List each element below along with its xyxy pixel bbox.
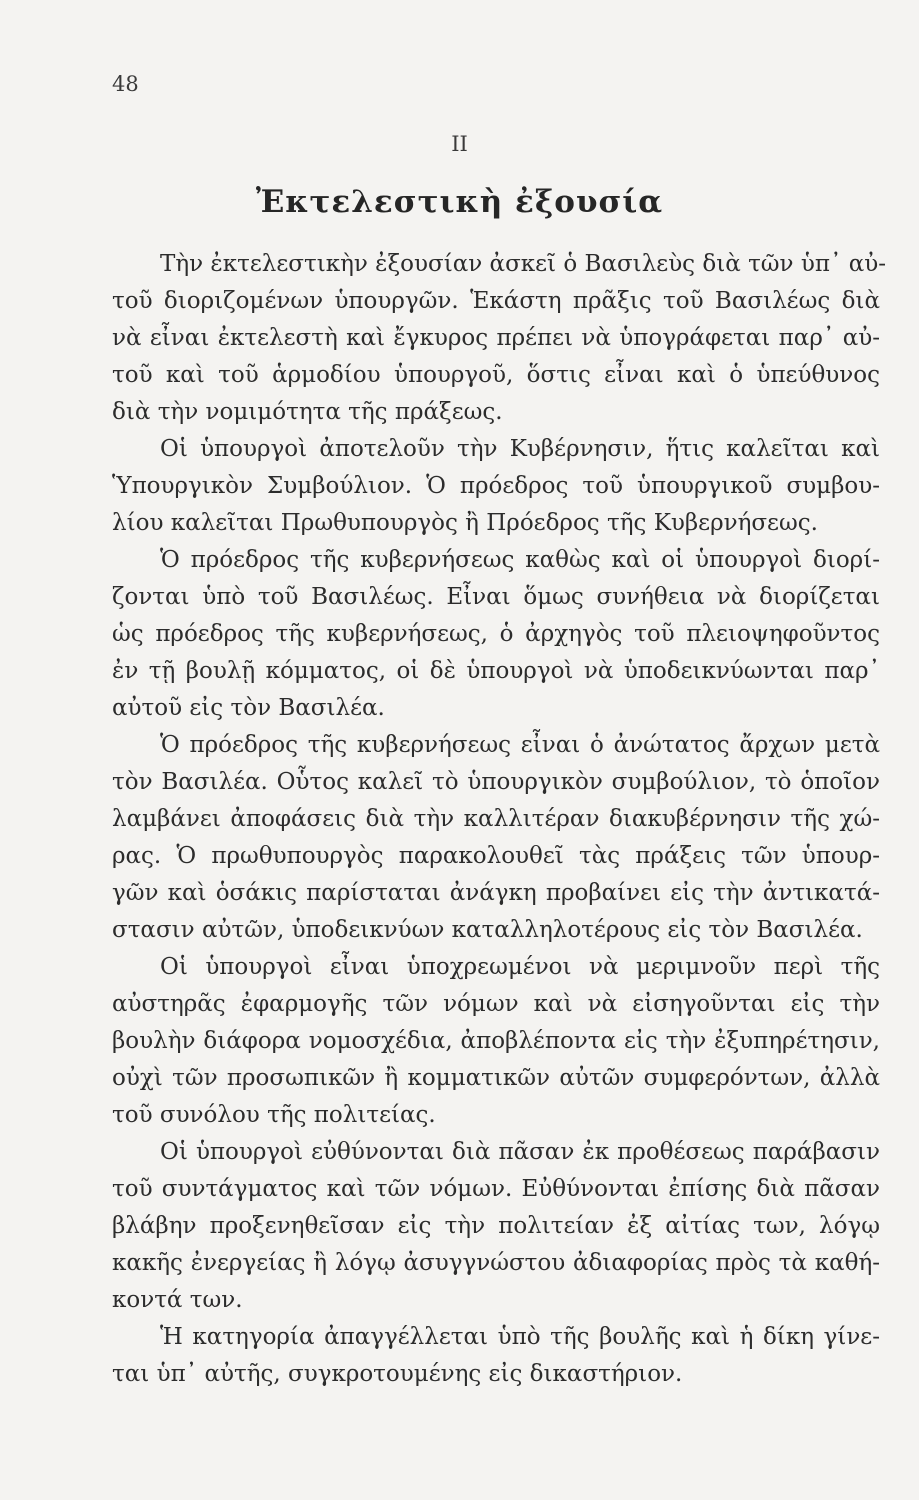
text-line: ρας. Ὁ πρωθυπουργὸς παρακολουθεῖ τὰς πράξεις τῶν ὑπουρ- xyxy=(112,843,880,869)
text-line: ἐν τῇ βουλῇ κόμματος, οἱ δὲ ὑπουργοὶ νὰ ὑποδεικνύωνται παρ᾿ xyxy=(112,658,880,684)
text-line: κακῆς ἐνεργείας ἢ λόγῳ ἀσυγγνώστου ἀδιαφορίας πρὸς τὰ καθή- xyxy=(112,1250,880,1276)
text-line: ται ὑπ᾿ αὐτῆς, συγκροτουμένης εἰς δικαστήριον. xyxy=(112,1361,683,1387)
text-line: βουλὴν διάφορα νομοσχέδια, ἀποβλέποντα εἰς τὴν ἐξυπηρέτησιν, xyxy=(112,1028,880,1054)
text-line: τοῦ συνόλου τῆς πολιτείας. xyxy=(112,1102,436,1128)
page-number: 48 xyxy=(112,72,139,96)
text-line: οὐχὶ τῶν προσωπικῶν ἢ κομματικῶν αὐτῶν συμφερόντων, ἀλλὰ xyxy=(112,1065,880,1091)
text-line: Οἱ ὑπουργοὶ εἶναι ὑποχρεωμένοι νὰ μεριμνοῦν περὶ τῆς xyxy=(160,954,880,980)
text-line: λαμβάνει ἀποφάσεις διὰ τὴν καλλιτέραν διακυβέρνησιν τῆς χώ- xyxy=(112,806,880,832)
text-line: Ὑπουργικὸν Συμβούλιον. Ὁ πρόεδρος τοῦ ὑπουργικοῦ συμβου- xyxy=(112,473,880,499)
text-line: τοῦ συντάγματος καὶ τῶν νόμων. Εὐθύνονται ἐπίσης διὰ πᾶσαν xyxy=(112,1176,880,1202)
text-line: τὸν Βασιλέα. Οὗτος καλεῖ τὸ ὑπουργικὸν συμβούλιον, τὸ ὁποῖον xyxy=(112,769,880,795)
text-line: νὰ εἶναι ἐκτελεστὴ καὶ ἔγκυρος πρέπει νὰ ὑπογράφεται παρ᾿ αὐ- xyxy=(112,325,880,351)
text-line: Ὁ πρόεδρος τῆς κυβερνήσεως καθὼς καὶ οἱ ὑπουργοὶ διορί- xyxy=(160,547,880,573)
text-line: βλάβην προξενηθεῖσαν εἰς τὴν πολιτείαν ἐξ αἰτίας των, λόγῳ xyxy=(112,1213,880,1239)
text-line: Ὁ πρόεδρος τῆς κυβερνήσεως εἶναι ὁ ἀνώτατος ἄρχων μετὰ xyxy=(160,732,880,758)
text-line: Ἡ κατηγορία ἀπαγγέλλεται ὑπὸ τῆς βουλῆς καὶ ἡ δίκη γίνε- xyxy=(160,1324,880,1350)
text-line: Οἱ ὑπουργοὶ ἀποτελοῦν τὴν Κυβέρνησιν, ἥτις καλεῖται καὶ xyxy=(160,436,880,462)
text-line: κοντά των. xyxy=(112,1287,243,1313)
text-line: αὐτοῦ εἰς τὸν Βασιλέα. xyxy=(112,695,385,721)
text-line: γῶν καὶ ὁσάκις παρίσταται ἀνάγκη προβαίνει εἰς τὴν ἀντικατά- xyxy=(112,880,880,906)
text-line: στασιν αὐτῶν, ὑποδεικνύων καταλληλοτέρους εἰς τὸν Βασιλέα. xyxy=(112,917,863,943)
text-line: Τὴν ἐκτελεστικὴν ἐξουσίαν ἀσκεῖ ὁ Βασιλεὺς διὰ τῶν ὑπ᾿ αὐ- xyxy=(160,251,887,277)
text-line: τοῦ καὶ τοῦ ἁρμοδίου ὑπουργοῦ, ὅστις εἶναι καὶ ὁ ὑπεύθυνος xyxy=(112,362,880,388)
chapter-number: II xyxy=(451,132,468,156)
text-line: λίου καλεῖται Πρωθυπουργὸς ἢ Πρόεδρος τῆς Κυβερνήσεως. xyxy=(112,510,818,536)
text-line: διὰ τὴν νομιμότητα τῆς πράξεως. xyxy=(112,399,503,425)
text-line: αὐστηρᾶς ἐφαρμογῆς τῶν νόμων καὶ νὰ εἰσηγοῦνται εἰς τὴν xyxy=(112,991,880,1017)
text-line: ζονται ὑπὸ τοῦ Βασιλέως. Εἶναι ὅμως συνήθεια νὰ διορίζεται xyxy=(112,584,880,610)
text-line: Οἱ ὑπουργοὶ εὐθύνονται διὰ πᾶσαν ἐκ προθέσεως παράβασιν xyxy=(160,1139,880,1165)
chapter-title: Ἐκτελεστικὴ ἐξουσία xyxy=(255,184,664,220)
body-text xyxy=(112,246,887,1393)
text-line: τοῦ διοριζομένων ὑπουργῶν. Ἑκάστη πρᾶξις τοῦ Βασιλέως διὰ xyxy=(112,288,880,314)
text-line: ὡς πρόεδρος τῆς κυβερνήσεως, ὁ ἀρχηγὸς τοῦ πλειοψηφοῦντος xyxy=(112,621,880,647)
